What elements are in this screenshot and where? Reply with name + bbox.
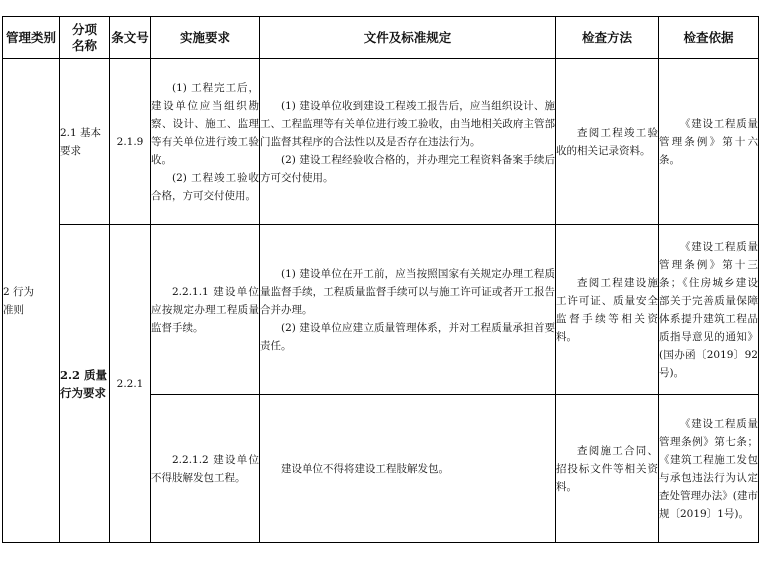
table-row xyxy=(3,225,759,395)
standard-item: (2) 建设工程经验收合格的，并办理完工程资料备案手续后方可交付使用。 xyxy=(260,153,555,184)
standard-cell xyxy=(260,225,556,395)
header-clause: 条文号 xyxy=(110,17,151,59)
requirement-item: (2) 工程竣工验收合格，方可交付使用。 xyxy=(151,171,259,202)
basis-cell: 《建设工程质量管理条例》第十三条；《住房城乡建设部关于完善质量保障体系提升建筑工程品质指导意见的通知》(国办函〔2019〕92号)。 xyxy=(659,225,759,395)
basis-cell: 《建设工程质量管理条例》第七条；《建筑工程施工发包与承包违法行为认定查处管理办法》(建市规〔2019〕1号)。 xyxy=(659,395,759,543)
header-requirement: 实施要求 xyxy=(151,17,260,59)
requirement-cell: 2.2.1.1 建设单位应按规定办理工程质量监督手续。 xyxy=(151,225,260,395)
requirement-cell xyxy=(151,59,260,225)
basis-cell: 《建设工程质量管理条例》第十六条。 xyxy=(659,59,759,225)
requirement-cell: 2.2.1.2 建设单位不得肢解发包工程。 xyxy=(151,395,260,543)
header-standard: 文件及标准规定 xyxy=(260,17,556,59)
standard-item: (2) 建设单位应建立质量管理体系，并对工程质量承担首要责任。 xyxy=(260,321,555,352)
category-cell: 2 行为准则 xyxy=(3,59,60,543)
header-subitem: 分项名称 xyxy=(60,17,110,59)
header-method: 检查方法 xyxy=(556,17,659,59)
standard-item: (1) 建设单位收到建设工程竣工报告后，应当组织设计、施工、工程监理等有关单位进行竣工验收，由当地相关政府主管部门监督其程序的合法性以及是否存在违法行为。 xyxy=(260,99,555,148)
method-cell: 查阅施工合同、招投标文件等相关资料。 xyxy=(556,395,659,543)
standard-cell: 建设单位不得将建设工程肢解发包。 xyxy=(260,395,556,543)
clause-cell: 2.1.9 xyxy=(110,59,151,225)
standard-cell xyxy=(260,59,556,225)
subitem-cell: 2.1 基本要求 xyxy=(60,59,110,225)
header-row xyxy=(3,17,759,59)
clause-cell: 2.2.1 xyxy=(110,225,151,543)
standard-item: (1) 建设单位在开工前，应当按照国家有关规定办理工程质量监督手续，工程质量监督手续可以与施工许可证或者开工报告合并办理。 xyxy=(260,267,555,316)
subitem-cell: 2.2 质量行为要求 xyxy=(60,225,110,543)
regulation-table xyxy=(2,16,759,543)
method-cell: 查阅工程建设施工许可证、质量安全监督手续等相关资料。 xyxy=(556,225,659,395)
header-basis: 检查依据 xyxy=(659,17,759,59)
table-row xyxy=(3,59,759,225)
method-cell: 查阅工程竣工验收的相关记录资料。 xyxy=(556,59,659,225)
header-category: 管理类别 xyxy=(3,17,60,59)
requirement-item: (1) 工程完工后，建设单位应当组织勘察、设计、施工、监理等有关单位进行竣工验收。 xyxy=(151,81,259,166)
